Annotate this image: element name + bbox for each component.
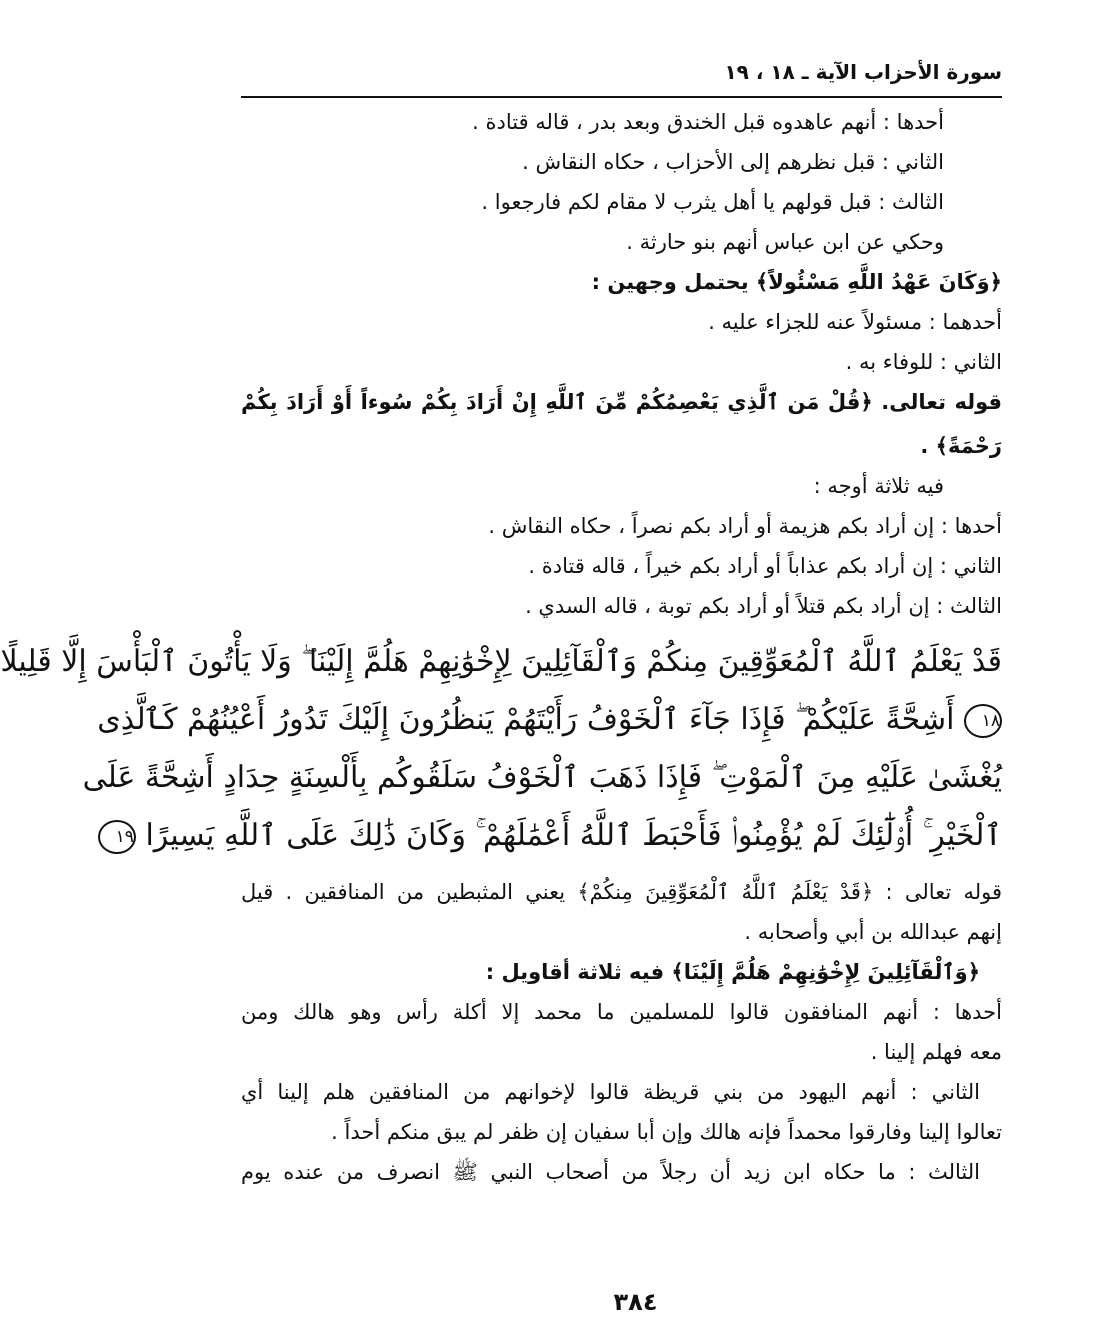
text-line: أحدهما : مسئولاً عنه للجزاء عليه . bbox=[708, 310, 1002, 334]
text-line: قوله تعالى : ﴿قَدْ يَعْلَمُ ٱللَّهُ ٱلْمُعَوِّقِينَ مِنكُمْ﴾ يعني المثبطين من المنافقين . قيل bbox=[241, 880, 1002, 904]
text-line: فيه ثلاثة أوجه : bbox=[813, 474, 944, 498]
text-line: الثاني : إن أراد بكم عذاباً أو أراد بكم خيراً ، قاله قتادة . bbox=[528, 554, 1002, 578]
ayah-number-marker: ١٨ bbox=[964, 704, 1002, 738]
running-header bbox=[241, 52, 1002, 98]
verse-quote-line: ﴿وَكَانَ عَهْدُ اللَّهِ مَسْئُولاً﴾ يحتمل وجهين : bbox=[591, 270, 1002, 294]
text-line: الثاني : أنهم اليهود من بني قريظة قالوا لإخوانهم من المنافقين هلم إلينا أي bbox=[241, 1080, 980, 1104]
verse-quote-line: رَحْمَةً﴾ . bbox=[920, 434, 1002, 458]
quran-line bbox=[115, 814, 1002, 872]
surah-title: سورة الأحزاب الآية ـ ١٨ ، ١٩ bbox=[724, 60, 1002, 84]
verse-quote-line: قوله تعالى. ﴿قُلْ مَن ٱلَّذِي يَعْصِمُكُمْ مِّنَ ٱللَّهِ إِنْ أَرَادَ بِكُمْ سُوءاً أَوْ أَرَادَ بِكُمْ bbox=[241, 390, 1002, 414]
text-line: الثاني : قبل نظرهم إلى الأحزاب ، حكاه النقاش . bbox=[522, 150, 944, 174]
text-line: الثالث : قبل قولهم يا أهل يثرب لا مقام لكم فارجعوا . bbox=[481, 190, 944, 214]
quran-line: يُغْشَىٰ عَلَيْهِ مِنَ ٱلْمَوْتِ ۖ فَإِذَا ذَهَبَ ٱلْخَوْفُ سَلَقُوكُم بِأَلْسِنَةٍ حِدَادٍ أَشِحَّةً عَلَى bbox=[82, 760, 1002, 795]
text-line: الثالث : ما حكاه ابن زيد أن رجلاً من أصحاب النبي ﷺ انصرف من عنده يوم bbox=[241, 1160, 980, 1184]
page-body bbox=[0, 108, 1002, 1198]
quran-line bbox=[97, 698, 1002, 756]
quran-line-text: أَشِحَّةً عَلَيْكُمْ ۖ فَإِذَا جَآءَ ٱلْخَوْفُ رَأَيْتَهُمْ يَنظُرُونَ إِلَيْكَ تَدُورُ أَعْيُنُهُمْ كَٱلَّذِى bbox=[97, 702, 955, 737]
text-line: إنهم عبدالله بن أبي وأصحابه . bbox=[744, 920, 1002, 944]
ayah-number-marker: ١٩ bbox=[98, 820, 136, 854]
page-number: ٣٨٤ bbox=[613, 1288, 658, 1316]
text-line: الثاني : للوفاء به . bbox=[845, 350, 1002, 374]
text-line: وحكي عن ابن عباس أنهم بنو حارثة . bbox=[626, 230, 944, 254]
text-line: أحدها : إن أراد بكم هزيمة أو أراد بكم نصراً ، حكاه النقاش . bbox=[488, 514, 1002, 538]
text-line: معه فهلم إلينا . bbox=[870, 1040, 1002, 1064]
text-line: أحدها : أنهم المنافقون قالوا للمسلمين ما محمد إلا أكلة رأس وهو هالك ومن bbox=[241, 1000, 1002, 1024]
quran-verse-block bbox=[0, 640, 1002, 872]
verse-quote-line: ﴿وَٱلْقَآئِلِينَ لِإِخْوَٰنِهِمْ هَلُمَّ إِلَيْنَا﴾ فيه ثلاثة أقاويل : bbox=[485, 960, 980, 984]
text-line: تعالوا إلينا وفارقوا محمداً فإنه هالك وإن أبا سفيان إن ظفر لم يبق منكم أحداً . bbox=[331, 1120, 1002, 1144]
text-line: أحدها : أنهم عاهدوه قبل الخندق وبعد بدر ، قاله قتادة . bbox=[472, 110, 944, 134]
quran-line-text: ٱلْخَيْرِ ۚ أُو۟لَٰٓئِكَ لَمْ يُؤْمِنُوا۟ فَأَحْبَطَ ٱللَّهُ أَعْمَٰلَهُمْ ۚ وَكَانَ ذَٰلِكَ عَلَى ٱللَّهِ يَسِيرًا bbox=[145, 818, 1002, 853]
text-line: الثالث : إن أراد بكم قتلاً أو أراد بكم توبة ، قاله السدي . bbox=[525, 594, 1002, 618]
quran-line: قَدْ يَعْلَمُ ٱللَّهُ ٱلْمُعَوِّقِينَ مِنكُمْ وَٱلْقَآئِلِينَ لِإِخْوَٰنِهِمْ هَلُمَّ إِلَيْنَا ۖ وَلَا يَأْتُونَ ٱلْبَأْسَ إِلَّا قَلِيلًا bbox=[0, 644, 1002, 679]
